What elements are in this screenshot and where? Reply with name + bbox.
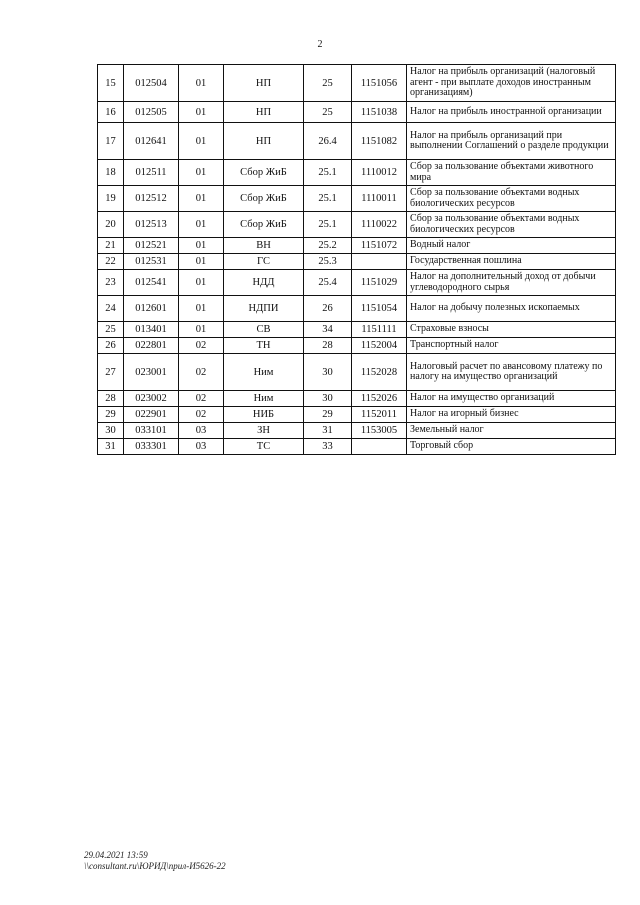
row-number-cell: 18 <box>98 160 124 186</box>
type-cell: 02 <box>179 407 224 423</box>
article-cell: 31 <box>304 423 352 439</box>
kbk-cell: 1151111 <box>352 322 407 338</box>
article-cell: 25.1 <box>304 160 352 186</box>
footer-document-path: \\consultant.ru\ЮРИД\прил-И5626-22 <box>84 861 226 871</box>
row-number-cell: 28 <box>98 391 124 407</box>
table-row <box>98 212 616 238</box>
tax-name-cell: Водный налог <box>407 238 616 254</box>
table-row <box>98 423 616 439</box>
table-row <box>98 186 616 212</box>
article-cell: 34 <box>304 322 352 338</box>
row-number-cell: 15 <box>98 65 124 102</box>
kbk-cell: 1151038 <box>352 102 407 123</box>
table-row <box>98 354 616 391</box>
table-row <box>98 123 616 160</box>
table-row <box>98 254 616 270</box>
tax-codes-table <box>97 64 616 455</box>
code-cell: 012511 <box>124 160 179 186</box>
type-cell: 02 <box>179 354 224 391</box>
row-number-cell: 21 <box>98 238 124 254</box>
row-number-cell: 30 <box>98 423 124 439</box>
abbreviation-cell: НИБ <box>224 407 304 423</box>
table-row <box>98 102 616 123</box>
table-row <box>98 407 616 423</box>
table-row <box>98 270 616 296</box>
abbreviation-cell: СВ <box>224 322 304 338</box>
abbreviation-cell: Сбор ЖиБ <box>224 186 304 212</box>
tax-name-cell: Налог на дополнительный доход от добычи углеводородного сырья <box>407 270 616 296</box>
kbk-cell: 1110022 <box>352 212 407 238</box>
row-number-cell: 22 <box>98 254 124 270</box>
tax-name-cell: Налог на добычу полезных ископаемых <box>407 296 616 322</box>
table-row <box>98 322 616 338</box>
row-number-cell: 23 <box>98 270 124 296</box>
article-cell: 30 <box>304 354 352 391</box>
tax-name-cell: Налог на прибыль организаций при выполнении Соглашений о разделе продукции <box>407 123 616 160</box>
code-cell: 012641 <box>124 123 179 160</box>
abbreviation-cell: НП <box>224 65 304 102</box>
type-cell: 02 <box>179 391 224 407</box>
tax-name-cell: Сбор за пользование объектами животного мира <box>407 160 616 186</box>
article-cell: 33 <box>304 439 352 455</box>
type-cell: 03 <box>179 423 224 439</box>
code-cell: 012512 <box>124 186 179 212</box>
table-row <box>98 296 616 322</box>
tax-name-cell: Транспортный налог <box>407 338 616 354</box>
code-cell: 012504 <box>124 65 179 102</box>
abbreviation-cell: НП <box>224 102 304 123</box>
row-number-cell: 27 <box>98 354 124 391</box>
type-cell: 01 <box>179 270 224 296</box>
row-number-cell: 20 <box>98 212 124 238</box>
row-number-cell: 29 <box>98 407 124 423</box>
abbreviation-cell: ВН <box>224 238 304 254</box>
kbk-cell <box>352 439 407 455</box>
type-cell: 01 <box>179 296 224 322</box>
row-number-cell: 26 <box>98 338 124 354</box>
code-cell: 022901 <box>124 407 179 423</box>
abbreviation-cell: ТН <box>224 338 304 354</box>
abbreviation-cell: ГС <box>224 254 304 270</box>
type-cell: 01 <box>179 212 224 238</box>
type-cell: 01 <box>179 65 224 102</box>
kbk-cell: 1151072 <box>352 238 407 254</box>
article-cell: 25.1 <box>304 186 352 212</box>
footer-timestamp: 29.04.2021 13:59 <box>84 850 148 860</box>
row-number-cell: 31 <box>98 439 124 455</box>
type-cell: 01 <box>179 322 224 338</box>
code-cell: 022801 <box>124 338 179 354</box>
code-cell: 023001 <box>124 354 179 391</box>
code-cell: 012505 <box>124 102 179 123</box>
code-cell: 012541 <box>124 270 179 296</box>
article-cell: 25.1 <box>304 212 352 238</box>
tax-name-cell: Торговый сбор <box>407 439 616 455</box>
kbk-cell: 1152028 <box>352 354 407 391</box>
kbk-cell: 1152026 <box>352 391 407 407</box>
table-row <box>98 160 616 186</box>
tax-name-cell: Налог на прибыль организаций (налоговый агент - при выплате доходов иностранным организациям) <box>407 65 616 102</box>
type-cell: 01 <box>179 238 224 254</box>
code-cell: 012531 <box>124 254 179 270</box>
article-cell: 26.4 <box>304 123 352 160</box>
kbk-cell: 1151082 <box>352 123 407 160</box>
table-row <box>98 338 616 354</box>
abbreviation-cell: НП <box>224 123 304 160</box>
abbreviation-cell: Сбор ЖиБ <box>224 212 304 238</box>
tax-name-cell: Государственная пошлина <box>407 254 616 270</box>
row-number-cell: 24 <box>98 296 124 322</box>
tax-name-cell: Страховые взносы <box>407 322 616 338</box>
type-cell: 02 <box>179 338 224 354</box>
row-number-cell: 25 <box>98 322 124 338</box>
kbk-cell: 1152011 <box>352 407 407 423</box>
article-cell: 25 <box>304 65 352 102</box>
row-number-cell: 17 <box>98 123 124 160</box>
code-cell: 013401 <box>124 322 179 338</box>
page-number: 2 <box>317 39 323 50</box>
abbreviation-cell: ЗН <box>224 423 304 439</box>
tax-name-cell: Земельный налог <box>407 423 616 439</box>
tax-name-cell: Налог на имущество организаций <box>407 391 616 407</box>
table-row <box>98 439 616 455</box>
article-cell: 26 <box>304 296 352 322</box>
kbk-cell: 1110011 <box>352 186 407 212</box>
kbk-cell: 1151056 <box>352 65 407 102</box>
kbk-cell: 1110012 <box>352 160 407 186</box>
kbk-cell: 1153005 <box>352 423 407 439</box>
abbreviation-cell: НДД <box>224 270 304 296</box>
row-number-cell: 16 <box>98 102 124 123</box>
type-cell: 01 <box>179 160 224 186</box>
article-cell: 30 <box>304 391 352 407</box>
article-cell: 25.3 <box>304 254 352 270</box>
kbk-cell: 1151054 <box>352 296 407 322</box>
kbk-cell <box>352 254 407 270</box>
article-cell: 25.2 <box>304 238 352 254</box>
kbk-cell: 1151029 <box>352 270 407 296</box>
tax-name-cell: Налог на прибыль иностранной организации <box>407 102 616 123</box>
abbreviation-cell: Ним <box>224 391 304 407</box>
abbreviation-cell: Ним <box>224 354 304 391</box>
table-row <box>98 391 616 407</box>
abbreviation-cell: НДПИ <box>224 296 304 322</box>
footer <box>84 850 226 872</box>
type-cell: 01 <box>179 102 224 123</box>
abbreviation-cell: Сбор ЖиБ <box>224 160 304 186</box>
code-cell: 012521 <box>124 238 179 254</box>
article-cell: 25 <box>304 102 352 123</box>
tax-name-cell: Налог на игорный бизнес <box>407 407 616 423</box>
table-row <box>98 65 616 102</box>
code-cell: 012601 <box>124 296 179 322</box>
type-cell: 03 <box>179 439 224 455</box>
tax-name-cell: Сбор за пользование объектами водных биологических ресурсов <box>407 212 616 238</box>
code-cell: 033301 <box>124 439 179 455</box>
type-cell: 01 <box>179 186 224 212</box>
tax-name-cell: Налоговый расчет по авансовому платежу по налогу на имущество организаций <box>407 354 616 391</box>
code-cell: 033101 <box>124 423 179 439</box>
kbk-cell: 1152004 <box>352 338 407 354</box>
table-row <box>98 238 616 254</box>
code-cell: 023002 <box>124 391 179 407</box>
abbreviation-cell: ТС <box>224 439 304 455</box>
type-cell: 01 <box>179 123 224 160</box>
code-cell: 012513 <box>124 212 179 238</box>
type-cell: 01 <box>179 254 224 270</box>
row-number-cell: 19 <box>98 186 124 212</box>
tax-name-cell: Сбор за пользование объектами водных биологических ресурсов <box>407 186 616 212</box>
article-cell: 28 <box>304 338 352 354</box>
article-cell: 25.4 <box>304 270 352 296</box>
article-cell: 29 <box>304 407 352 423</box>
